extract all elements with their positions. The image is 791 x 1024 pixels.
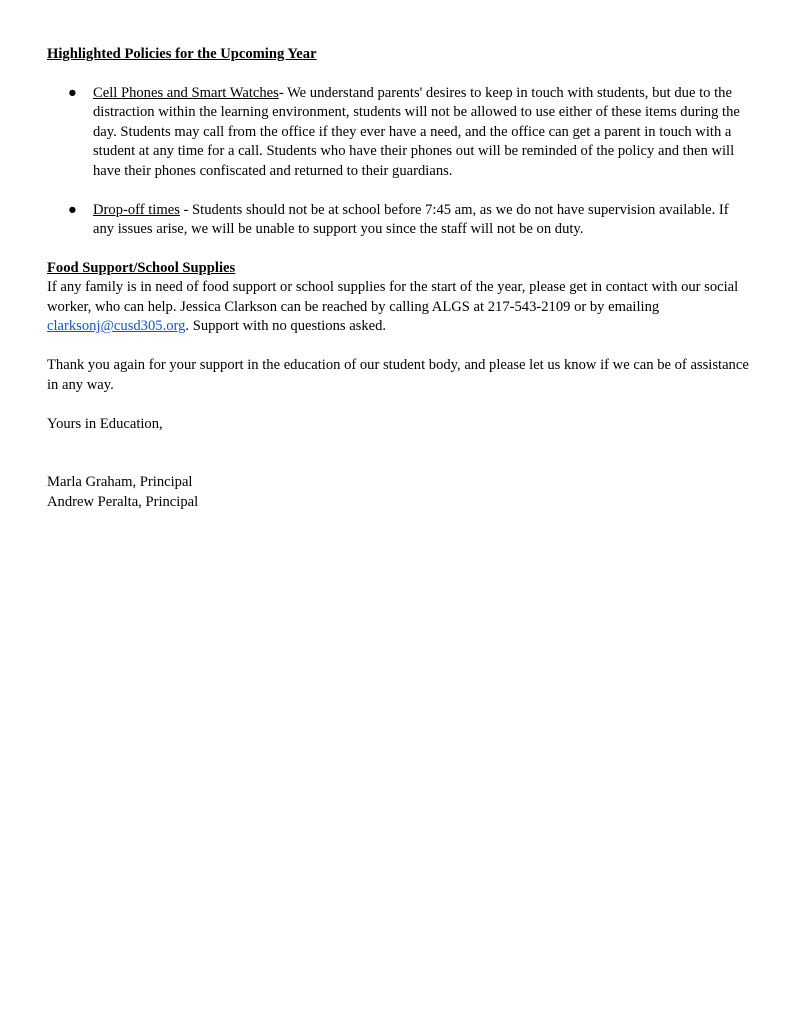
- food-support-heading: Food Support/School Supplies: [47, 259, 236, 276]
- signature-line: Andrew Peralta, Principal: [47, 493, 199, 510]
- bullet-icon: ●: [68, 201, 77, 218]
- list-item: [47, 201, 752, 240]
- food-support-text: If any family is in need of food support or school supplies for the start of the year, please get in contact with our social worker, who can help. Jessica Clarkson can be reached by calling ALGS at 217-543-2109 or by emailing: [47, 279, 739, 315]
- document-page: [47, 45, 752, 512]
- signature-gap: [47, 434, 752, 473]
- policy-title-phones: Cell Phones and Smart Watches: [93, 84, 279, 101]
- policy-text-dropoff: - Students should not be at school before 7:45 am, as we do not have supervision available. If any issues arise, we will be unable to support you since the staff will not be on duty.: [93, 201, 729, 237]
- policy-title-dropoff: Drop-off times: [93, 201, 180, 218]
- policies-list: [47, 84, 752, 240]
- signature-line: Marla Graham, Principal: [47, 474, 193, 490]
- food-support-text-end: . Support with no questions asked.: [185, 318, 387, 334]
- policy-text-phones: - We understand parents' desires to keep in touch with students, but due to the distraction within the learning environment, students will not be allowed to use either of these items during the day. Students may call from the office if they ever have a need, and the office can get a parent in touch with a student at any time for a call. Students who have their phones out will be reminded of the policy and then will have their phones confiscated and returned to their guardians.: [93, 84, 740, 179]
- policies-heading: Highlighted Policies for the Upcoming Year: [47, 46, 317, 62]
- food-support-paragraph: [47, 278, 752, 337]
- list-item: [47, 84, 752, 182]
- thanks-paragraph: Thank you again for your support in the education of our student body, and please let us know if we can be of assistance in any way.: [47, 357, 749, 393]
- bullet-icon: ●: [68, 84, 77, 101]
- signoff: Yours in Education,: [47, 415, 163, 432]
- email-link[interactable]: clarksonj@cusd305.org: [47, 318, 186, 334]
